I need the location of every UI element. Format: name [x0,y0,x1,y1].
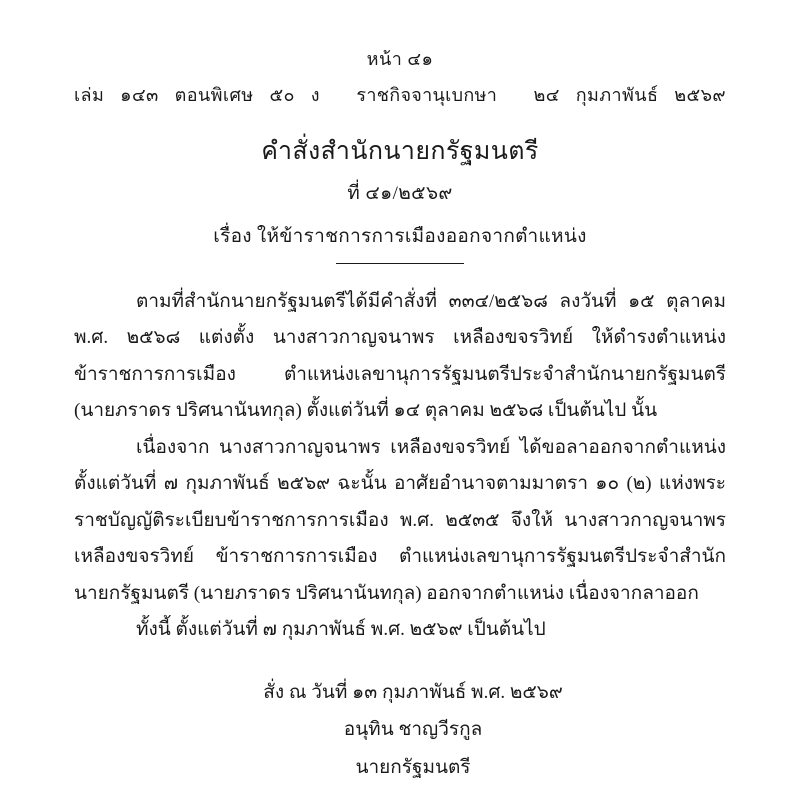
section-label: ตอนพิเศษ [174,85,254,105]
gazette-header-row [74,80,726,109]
body-paragraph-2: เนื่องจาก นางสาวกาญจนาพร เหลืองขจรวิทย์ ได้ขอลาออกจากตำแหน่ง ตั้งแต่วันที่ ๗ กุมภาพันธ์ ๒๕๖๙ ฉะนั้น อาศัยอำนาจตามมาตรา ๑๐ (๒) แห่งพระราชบัญญัติระเบียบข้าราชการการเมือง พ.ศ. ๒๕๓๕ จึงให้ นางสาวกาญจนาพร เหลืองขจรวิทย์ ข้าราชการการเมือง ตำแหน่งเลขานุการรัฐมนตรีประจำสำนักนายกรัฐมนตรี (นายภราดร ปริศนานันทกุล) ออกจากตำแหน่ง เนื่องจากลาออก [74,436,726,604]
title-block [74,135,726,264]
title-divider [336,263,464,264]
signature-date: สั่ง ณ วันที่ ๑๓ กุมภาพันธ์ พ.ศ. ๒๕๖๙ [263,682,563,704]
document-body [74,284,726,649]
publication-month: กุมภาพันธ์ [575,85,659,105]
signature-block [74,674,726,785]
page-header [74,44,726,109]
volume-number: ๑๔๓ [120,85,159,105]
body-paragraph-1: ตามที่สำนักนายกรัฐมนตรีได้มีคำสั่งที่ ๓๓๔/๒๕๖๘ ลงวันที่ ๑๕ ตุลาคม พ.ศ. ๒๕๖๘ แต่งตั้ง นางสาวกาญจนาพร เหลืองขจรวิทย์ ให้ดำรงตำแหน่งข้าราชการการเมือง ตำแหน่งเลขานุการรัฐมนตรีประจำสำนักนายกรัฐมนตรี (นายภราดร ปริศนานันทกุล) ตั้งแต่วันที่ ๑๔ ตุลาคม ๒๕๖๘ เป็นต้นไป นั้น [74,290,726,422]
section-number: ๕๐ [269,85,295,105]
signatory-position: นายกรัฐมนตรี [355,756,471,778]
publication-day: ๒๔ [533,85,560,105]
document-title: คำสั่งสำนักนายกรัฐมนตรี [261,138,539,165]
signatory-name: อนุทิน ชาญวีรกูล [343,719,483,741]
volume-section-info [74,80,320,109]
body-paragraph-3: ทั้งนี้ ตั้งแต่วันที่ ๗ กุมภาพันธ์ พ.ศ. ๒๕๖๙ เป็นต้นไป [136,618,546,640]
volume-label: เล่ม [74,85,105,105]
section-suffix: ง [310,85,320,105]
publication-year: ๒๕๖๙ [674,85,726,105]
publication-date [533,80,726,109]
gazette-name: ราชกิจจานุเบกษา [356,85,498,105]
order-number: ที่ ๔๑/๒๕๖๙ [347,182,453,204]
page-number-label: หน้า ๔๑ [366,49,434,69]
order-subject: เรื่อง ให้ข้าราชการการเมืองออกจากตำแหน่ง [213,225,587,247]
